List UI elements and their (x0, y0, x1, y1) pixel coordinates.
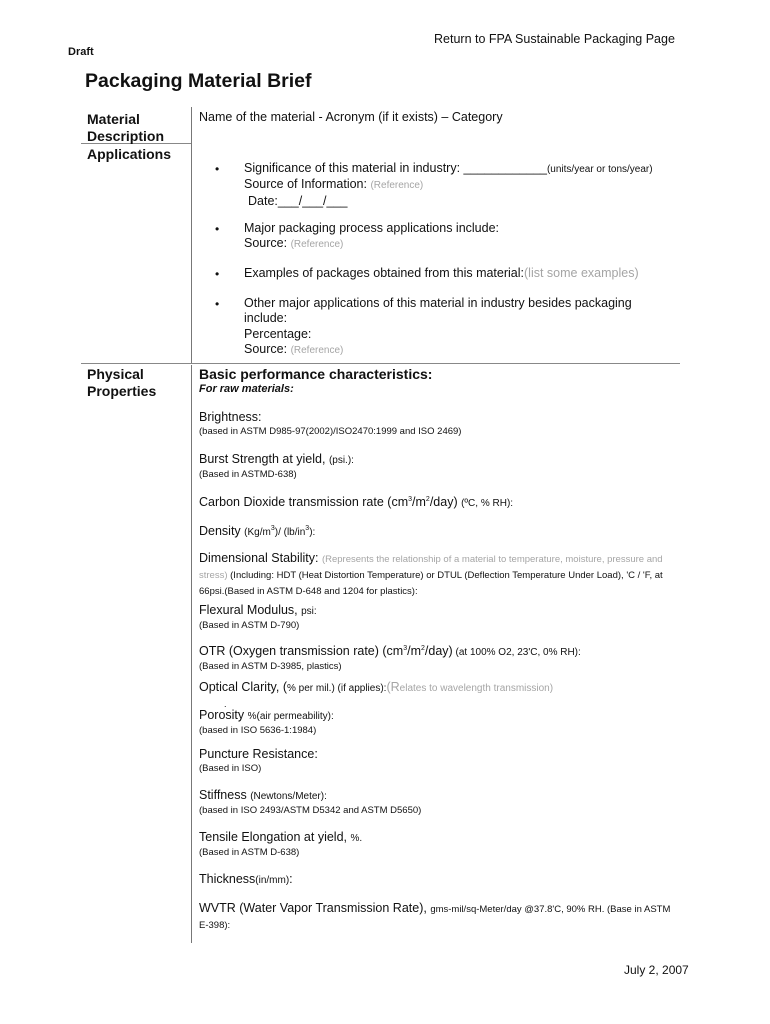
performance-subtitle: For raw materials: (199, 383, 294, 395)
bullet-other-applications: • (215, 297, 220, 311)
performance-title: Basic performance characteristics: (199, 366, 433, 382)
footer-date: July 2, 2007 (624, 963, 689, 977)
significance-block: Significance of this material in industry: ____________(units/year or tons/year) Source of Information: (Reference) Date:___/___/___ (244, 161, 653, 208)
property-density: Density $(Kg/m^3)/$ $(lb/in^3)$: (199, 524, 316, 539)
row-divider-applications (81, 363, 680, 364)
property-tensile-elongation: Tensile Elongation at yield, %. (Based in ASTM D-638) (199, 830, 363, 858)
property-stiffness: Stiffness (Newtons/Meter): (based in ISO 2493/ASTM D5342 and ASTM D5650) (199, 788, 422, 816)
section-applications: Applications (87, 146, 172, 162)
processes-block: Major packaging process applications include: Source: (Reference) (244, 221, 500, 251)
section-physical-properties: Physical Properties (87, 366, 157, 399)
bullet-examples: • (215, 267, 220, 281)
property-co2-transmission: Carbon Dioxide transmission rate $(cm^3/m^2/day)$ (ºC, % RH): (199, 495, 514, 510)
column-divider-top (191, 107, 192, 363)
draft-label: Draft (68, 46, 94, 58)
property-brightness: Brightness: (based in ASTM D985-97(2002)/ISO2470:1999 and ISO 2469) (199, 410, 462, 437)
property-optical-clarity: Optical Clarity, (% per mil.) (if applies):(Relates to wavelength transmission) (199, 680, 554, 694)
page-title: Packaging Material Brief (85, 70, 312, 92)
return-link[interactable]: Return to FPA Sustainable Packaging Page (434, 32, 675, 46)
section-material-description: Material Description (87, 111, 165, 144)
bullet-significance: • (215, 162, 220, 176)
property-otr: OTR (Oxygen transmission rate) $(cm^3/m^2/day)$ (at 100% O2, 23'C, 0% RH): (Based in ASTM D-3985, plastics) (199, 644, 581, 673)
property-puncture-resistance: Puncture Resistance: (Based in ISO) (199, 747, 318, 774)
bullet-processes: • (215, 222, 220, 236)
property-wvtr: WVTR (Water Vapor Transmission Rate), gms-mil/sq-Meter/day @37.8'C, 90% RH. (Base in ASTM E-398): (199, 901, 671, 931)
property-thickness: Thickness(in/mm): (199, 872, 293, 886)
property-porosity: Porosity %(air permeability): (based in ISO 5636-1:1984) (199, 708, 334, 736)
other-applications-block: Other major applications of this material in industry besides packaging include: Percentage: Source: (Reference) (244, 296, 632, 356)
property-dimensional-stability: Dimensional Stability: (Represents the relationship of a material to temperature, moisture, pressure and stress) (Including: HDT (Heat Distortion Temperature) or DTUL (Deflection Temperature Under Load), 'C / 'F, at 66psi.(Based in ASTM D-648 and 1204 for plastics): (199, 551, 663, 597)
stray-dot: . (224, 699, 227, 709)
property-flexural-modulus: Flexural Modulus, psi: (Based in ASTM D-790) (199, 603, 317, 631)
material-name-template: Name of the material - Acronym (if it exists) – Category (199, 110, 503, 124)
property-burst-strength: Burst Strength at yield, (psi.): (Based in ASTMD-638) (199, 452, 354, 480)
examples-block: Examples of packages obtained from this material:(list some examples) (244, 266, 639, 280)
column-divider-bottom (191, 365, 192, 943)
